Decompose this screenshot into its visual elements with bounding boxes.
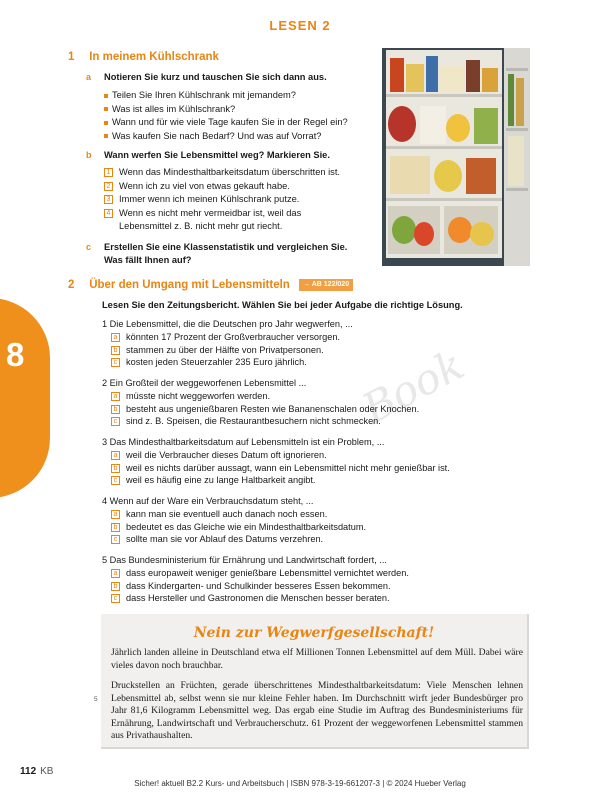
- task-1b-label: b: [86, 150, 92, 160]
- question-text: 3 Das Mindesthaltbarkeitsdatum auf Lebensmitteln ist ein Problem, ...: [102, 437, 385, 447]
- bullet-item: Wann und für wie viele Tage kaufen Sie in der Regel ein?: [104, 116, 348, 130]
- page-number: [20, 765, 53, 778]
- answer-option[interactable]: [102, 415, 419, 428]
- option-text: weil es nichts darüber aussagt, wann ein Lebensmittel nicht mehr genießbar ist.: [126, 462, 450, 473]
- newspaper-article: [101, 614, 529, 749]
- option-text: stammen zu über der Hälfte von Privatpersonen.: [126, 344, 324, 355]
- bullet-item: Was kaufen Sie nach Bedarf? Und was auf Vorrat?: [104, 130, 348, 144]
- answer-option[interactable]: [102, 462, 450, 475]
- answer-option[interactable]: [102, 344, 353, 357]
- checkbox-item[interactable]: [104, 166, 340, 180]
- option-text: besteht aus ungenießbaren Resten wie Bananenschalen oder Knochen.: [126, 403, 420, 414]
- option-letter[interactable]: b: [111, 464, 120, 473]
- checkbox-text-continued: Lebensmittel z. B. nicht mehr gut riecht.: [119, 221, 283, 231]
- option-letter[interactable]: a: [111, 451, 120, 460]
- answer-option[interactable]: [102, 592, 409, 605]
- task-1c-label: c: [86, 242, 92, 252]
- fridge-illustration: [382, 48, 530, 266]
- option-text: bedeutet es das Gleiche wie ein Mindesthaltbarkeitsdatum.: [126, 521, 367, 532]
- bullet-item: Teilen Sie Ihren Kühlschrank mit jemandem?: [104, 89, 348, 103]
- answer-option[interactable]: [102, 449, 450, 462]
- option-text: weil die Verbraucher dieses Datum oft ignorieren.: [126, 450, 327, 460]
- option-text: weil es häufig eine zu lange Haltbarkeit angibt.: [126, 475, 316, 485]
- answer-option[interactable]: [102, 403, 419, 416]
- option-letter[interactable]: b: [111, 346, 120, 355]
- task-1c-line2: Was fällt Ihnen auf?: [104, 255, 192, 265]
- answer-option[interactable]: [102, 508, 366, 521]
- option-text: müsste nicht weggeworfen werden.: [126, 391, 271, 401]
- workbook-reference-badge[interactable]: → AB 122/020: [299, 279, 353, 290]
- task-1a-label: a: [86, 72, 92, 82]
- checkbox-number[interactable]: 3: [104, 195, 113, 204]
- bullet-item: Was ist alles im Kühlschrank?: [104, 103, 348, 117]
- section-2-instruction: Lesen Sie den Zeitungsbericht. Wählen Sie bei jeder Aufgabe die richtige Lösung.: [102, 300, 463, 310]
- fridge-photo: [382, 48, 530, 266]
- section-1-heading: [68, 50, 219, 65]
- answer-option[interactable]: [102, 356, 353, 369]
- option-text: dass Hersteller und Gastronomen die Menschen besser beraten.: [126, 593, 390, 603]
- section-2-heading: [68, 278, 353, 293]
- option-letter[interactable]: a: [111, 333, 120, 342]
- article-title: Nein zur Wegwerfgesellschaft!: [193, 625, 435, 641]
- option-text: dass Kindergarten- und Schulkinder besseres Essen bekommen.: [126, 580, 391, 591]
- option-letter[interactable]: c: [111, 476, 120, 485]
- option-text: dass europaweit weniger genießbare Lebensmittel vernichtet werden.: [126, 568, 409, 578]
- option-text: sollte man sie vor Ablauf des Datums verzehren.: [126, 534, 324, 544]
- option-letter[interactable]: a: [111, 392, 120, 401]
- option-text: könnten 17 Prozent der Großverbraucher versorgen.: [126, 332, 340, 342]
- article-paragraph-1: Jährlich landen alleine in Deutschland etwa elf Millionen Tonnen Lebensmittel auf dem Müll. Dabei wäre vieles davon noch brauchbar.: [111, 647, 523, 671]
- option-letter[interactable]: c: [111, 594, 120, 603]
- section-1-title: In meinem Kühlschrank: [89, 51, 219, 63]
- question-text: 4 Wenn auf der Ware ein Verbrauchsdatum steht, ...: [102, 496, 314, 506]
- section-2-title: Über den Umgang mit Lebensmitteln: [89, 279, 290, 291]
- task-1a-instruction: Notieren Sie kurz und tauschen Sie sich dann aus.: [104, 72, 327, 82]
- chapter-number: 8: [6, 336, 25, 373]
- checkbox-item[interactable]: [104, 207, 340, 221]
- option-text: sind z. B. Speisen, die Restaurantbesuchern nicht schmecken.: [126, 416, 381, 426]
- checkbox-text: Wenn ich zu viel von etwas gekauft habe.: [119, 180, 290, 191]
- question-text: 5 Das Bundesministerium für Ernährung und Landwirtschaft fordert, ...: [102, 555, 387, 565]
- answer-option[interactable]: [102, 533, 366, 546]
- footer: Sicher! aktuell B2.2 Kurs- und Arbeitsbuch | ISBN 978-3-19-661207-3 | © 2024 Hueber Verlag: [134, 779, 466, 788]
- answer-option[interactable]: [102, 474, 450, 487]
- task-1c-line1: Erstellen Sie eine Klassenstatistik und vergleichen Sie.: [104, 242, 348, 252]
- page-title: LESEN 2: [269, 18, 331, 33]
- answer-option[interactable]: [102, 567, 409, 580]
- task-1b-instruction: Wann werfen Sie Lebensmittel weg? Markieren Sie.: [104, 150, 330, 160]
- checkbox-text: Wenn das Mindesthaltbarkeitsdatum überschritten ist.: [119, 167, 340, 177]
- section-1-number: 1: [68, 51, 75, 63]
- checkbox-number[interactable]: 4: [104, 209, 113, 218]
- question-4: [102, 495, 366, 546]
- section-2-number: 2: [68, 279, 75, 291]
- task-1a-bullets: [104, 89, 348, 143]
- page-code: KB: [40, 766, 54, 777]
- question-text: 1 Die Lebensmittel, die die Deutschen pro Jahr wegwerfen, ...: [102, 319, 353, 329]
- option-letter[interactable]: a: [111, 569, 120, 578]
- watermark: Book: [354, 339, 472, 434]
- option-letter[interactable]: b: [111, 582, 120, 591]
- option-text: kosten jeden Steuerzahler 235 Euro jährlich.: [126, 357, 307, 367]
- question-text: 2 Ein Großteil der weggeworfenen Lebensmittel ...: [102, 378, 307, 388]
- question-3: [102, 436, 450, 487]
- checkbox-number[interactable]: 2: [104, 182, 113, 191]
- answer-option[interactable]: [102, 580, 409, 593]
- question-5: [102, 554, 409, 605]
- question-2: [102, 377, 419, 428]
- option-letter[interactable]: c: [111, 358, 120, 367]
- option-letter[interactable]: a: [111, 510, 120, 519]
- checkbox-number[interactable]: 1: [104, 168, 113, 177]
- option-text: kann man sie eventuell auch danach noch essen.: [126, 509, 328, 519]
- option-letter[interactable]: c: [111, 535, 120, 544]
- checkbox-text: Wenn es nicht mehr vermeidbar ist, weil das: [119, 207, 302, 218]
- article-paragraph-2: Druckstellen an Früchten, gerade überschrittenes Mindesthaltbarkeitsdatum: Viele Menschen lehnen Lebensmittel ab, selbst wenn sie nur kleine Fehler haben. Im Durchschnitt wirft jeder Bundesbürger pro Jahr 81,6 Kilogramm Lebensmittel weg. Das ergab eine Studie im Auftrag des Bundesministeriums für Ernährung, Landwirtschaft und Verbraucherschutz. 61 Prozent der weggeworfenen Lebensmittel stammen aus Privathaushalten.: [111, 680, 523, 742]
- line-number: 5: [94, 696, 98, 703]
- answer-option[interactable]: [102, 521, 366, 534]
- answer-option[interactable]: [102, 331, 353, 344]
- option-letter[interactable]: c: [111, 417, 120, 426]
- question-1: [102, 318, 353, 369]
- option-letter[interactable]: b: [111, 405, 120, 414]
- chapter-tab: [0, 298, 50, 498]
- checkbox-item[interactable]: [104, 193, 340, 207]
- option-letter[interactable]: b: [111, 523, 120, 532]
- checkbox-text: Immer wenn ich meinen Kühlschrank putze.: [119, 194, 300, 204]
- task-1b-list: [104, 166, 340, 234]
- checkbox-item[interactable]: [104, 180, 340, 194]
- answer-option[interactable]: [102, 390, 419, 403]
- page-number-value: 112: [20, 766, 37, 777]
